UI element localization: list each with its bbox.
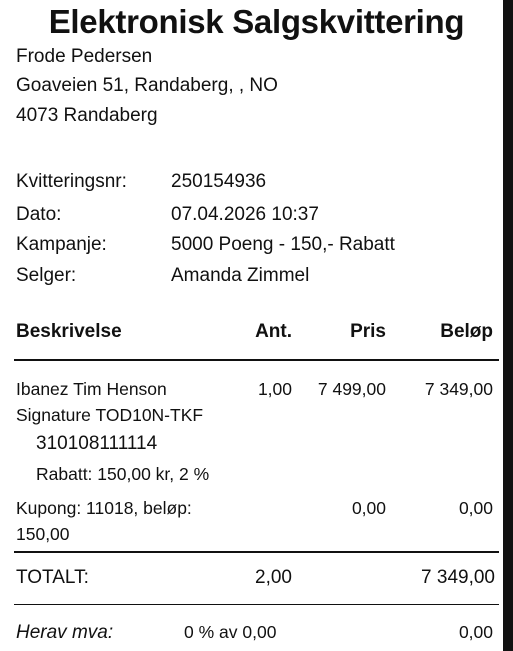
header-divider bbox=[14, 359, 499, 361]
coupon-line2: 150,00 bbox=[16, 524, 70, 544]
customer-address: Goaveien 51, Randaberg, , NO bbox=[16, 75, 278, 96]
item-price: 7 499,00 bbox=[317, 379, 386, 399]
coupon-price: 0,00 bbox=[351, 498, 386, 518]
column-header-price: Pris bbox=[350, 321, 386, 342]
receipt-number-label: Kvitteringsnr: bbox=[16, 171, 127, 192]
column-header-qty: Ant. bbox=[255, 321, 292, 342]
campaign-label: Kampanje: bbox=[16, 234, 107, 255]
date-label: Dato: bbox=[16, 204, 62, 225]
receipt-number-value: 250154936 bbox=[171, 171, 267, 192]
column-header-amount: Beløp bbox=[440, 321, 493, 342]
item-sku: 310108111114 bbox=[36, 433, 158, 454]
total-qty: 2,00 bbox=[255, 567, 292, 588]
item-qty: 1,00 bbox=[257, 379, 292, 399]
column-header-description: Beskrivelse bbox=[16, 321, 122, 342]
receipt-title: Elektronisk Salgskvittering bbox=[48, 3, 465, 40]
item-discount: Rabatt: 150,00 kr, 2 % bbox=[36, 464, 210, 484]
item-amount: 7 349,00 bbox=[424, 379, 493, 399]
total-label: TOTALT: bbox=[16, 567, 89, 588]
seller-value: Amanda Zimmel bbox=[171, 265, 310, 286]
coupon-line1: Kupong: 11018, beløp: bbox=[16, 498, 192, 518]
right-edge-bar bbox=[503, 0, 513, 651]
item-name-line2: Signature TOD10N-TKF bbox=[16, 405, 204, 425]
vat-label: Herav mva: bbox=[16, 622, 114, 643]
coupon-amount: 0,00 bbox=[458, 498, 493, 518]
date-value: 07.04.2026 10:37 bbox=[171, 204, 319, 225]
vat-description: 0 % av 0,00 bbox=[184, 622, 277, 642]
vat-amount: 0,00 bbox=[458, 622, 493, 642]
campaign-value: 5000 Poeng - 150,- Rabatt bbox=[171, 234, 395, 255]
customer-postal: 4073 Randaberg bbox=[16, 105, 158, 126]
seller-label: Selger: bbox=[16, 265, 77, 286]
item-name-line1: Ibanez Tim Henson bbox=[16, 379, 167, 399]
vat-divider bbox=[14, 604, 499, 605]
totals-divider bbox=[14, 551, 499, 553]
customer-name: Frode Pedersen bbox=[16, 46, 153, 67]
total-amount: 7 349,00 bbox=[421, 567, 495, 588]
